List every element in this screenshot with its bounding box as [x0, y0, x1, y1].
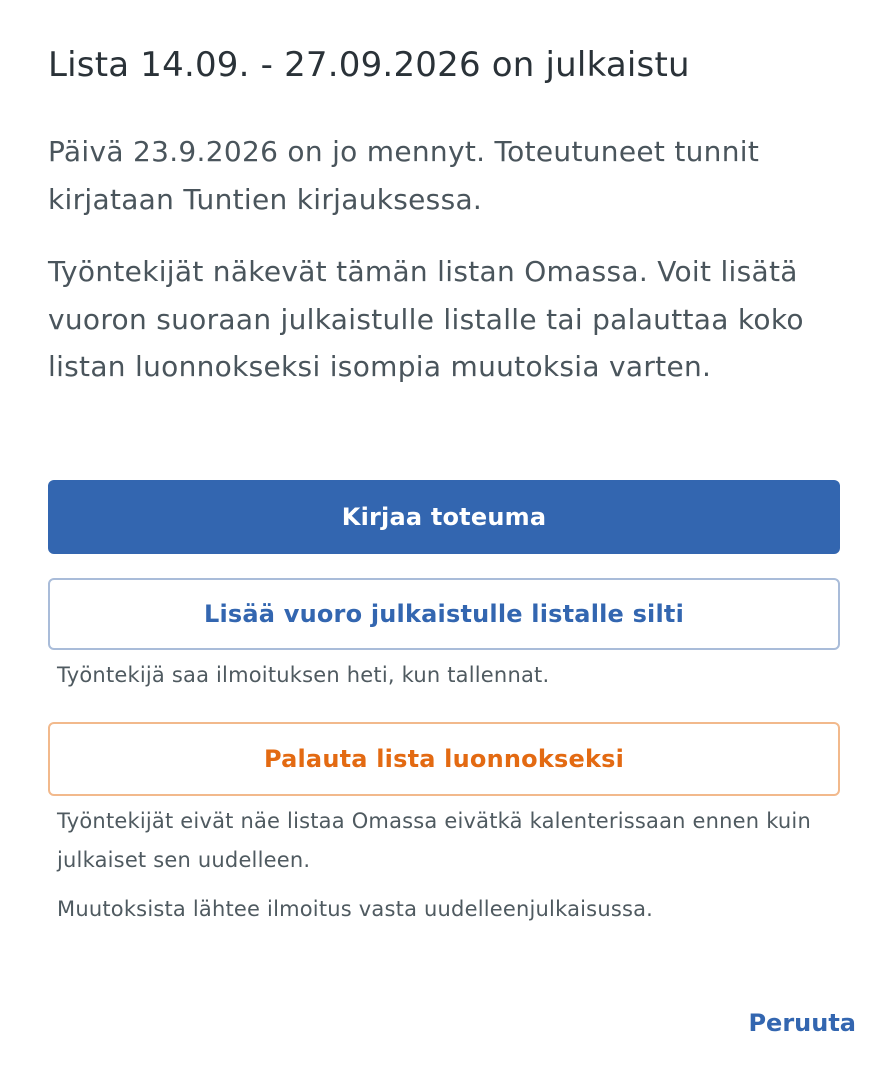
- published-list-info: Työntekijät näkevät tämän listan Omassa. Voit lisätä vuoron suoraan julkaistulle listalle tai palauttaa koko listan luonnokseksi isompia muutoksia varten.: [48, 255, 804, 383]
- revert-to-draft-button[interactable]: Palauta lista luonnokseksi: [48, 722, 840, 796]
- past-date-info: Päivä 23.9.2026 on jo mennyt. Toteutuneet tunnit kirjataan Tuntien kirjauksessa.: [48, 135, 760, 216]
- revert-note-notification: Muutoksista lähtee ilmoitus vasta uudelleenjulkaisussa.: [57, 897, 654, 921]
- add-shift-anyway-button[interactable]: Lisää vuoro julkaistulle listalle silti: [48, 578, 840, 650]
- cancel-button[interactable]: Peruuta: [748, 1003, 856, 1043]
- revert-note-visibility: Työntekijät eivät näe listaa Omassa eivätkä kalenterissaan ennen kuin julkaiset sen uudelleen.: [57, 809, 811, 872]
- dialog-title: Lista 14.09. - 27.09.2026 on julkaistu: [48, 45, 690, 85]
- record-actuals-button[interactable]: Kirjaa toteuma: [48, 480, 840, 554]
- add-shift-note: Työntekijä saa ilmoituksen heti, kun tallennat.: [57, 663, 550, 687]
